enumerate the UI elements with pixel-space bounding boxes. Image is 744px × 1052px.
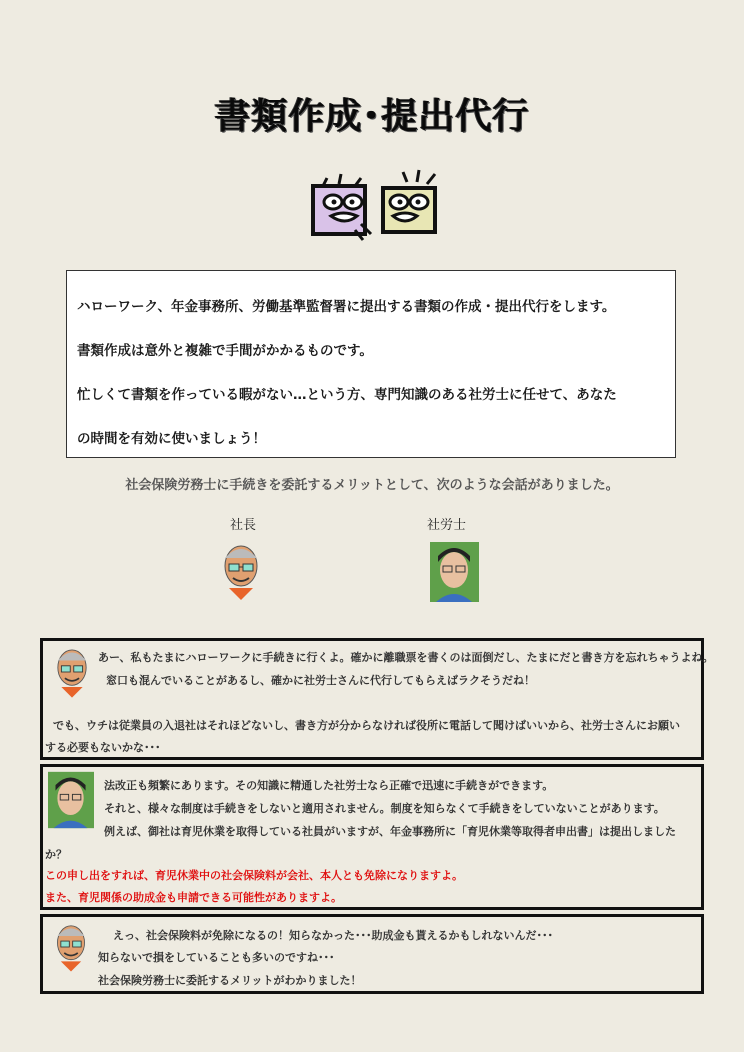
intro-line: ハローワーク、年金事務所、労働基準監督署に提出する書類の作成・提出代行をします。 xyxy=(77,299,616,315)
dialogue-line: あー、私もたまにハローワークに手続きに行くよ。確かに離職票を書くのは面倒だし、たまにだと書き方を忘れちゃうよね。 xyxy=(98,651,714,664)
intro-line: 忙しくて書類を作っている暇がない…という方、専門知識のある社労士に任せて、あなた xyxy=(77,387,617,403)
dialogue-line: それと、様々な制度は手続きをしないと適用されません。制度を知らなくて手続きをしていないことがあります。 xyxy=(104,802,665,815)
intro-box xyxy=(66,270,676,458)
conversation-illustration xyxy=(305,164,445,242)
role-label-consultant: 社労士 xyxy=(427,518,467,533)
dialogue-highlight-line: この申し出をすれば、育児休業中の社会保険料が会社、本人とも免除になりますよ。 xyxy=(45,869,463,882)
talking-face-icon xyxy=(383,170,435,232)
angry-face-icon xyxy=(313,174,371,240)
dialogue-line: する必要もないかな･･･ xyxy=(45,741,161,754)
president-avatar xyxy=(215,540,267,602)
dialogue-line: 法改正も頻繁にあります。その知識に精通した社労士なら正確で迅速に手続きができます。 xyxy=(104,779,554,792)
page-title: 書類作成･提出代行 xyxy=(214,96,530,137)
consultant-avatar xyxy=(430,542,479,602)
president-avatar xyxy=(49,919,93,975)
dialogue-line: えっ、社会保険料が免除になるの！知らなかった･･･助成金も貰えるかもしれないんだ･･･ xyxy=(113,929,553,942)
dialogue-line: 窓口も混んでいることがあるし、確かに社労士さんに代行してもらえばラクそうだね！ xyxy=(106,674,535,687)
intro-line: 書類作成は意外と複雑で手間がかかるものです。 xyxy=(77,343,373,359)
dialogue-highlight-line: また、育児関係の助成金も申請できる可能性がありますよ。 xyxy=(45,891,342,904)
president-avatar xyxy=(49,643,95,701)
conversation-president-1 xyxy=(40,638,714,760)
role-label-president: 社長 xyxy=(230,518,257,533)
consultant-avatar xyxy=(48,770,94,830)
dialogue-line: 知らないで損をしていることも多いのですね･･･ xyxy=(98,951,335,964)
dialogue-line: 社会保険労務士に委託するメリットがわかりました！ xyxy=(98,974,362,987)
conversation-consultant xyxy=(40,764,704,910)
conversation-president-2 xyxy=(40,914,704,994)
intro-line: の時間を有効に使いましょう！ xyxy=(77,431,266,447)
dialogue-line: 例えば、御社は育児休業を取得している社員がいますが、年金事務所に「育児休業等取得者申出書」は提出しました xyxy=(104,825,676,838)
lead-text: 社会保険労務士に手続きを委託するメリットとして、次のような会話がありました。 xyxy=(125,478,619,493)
dialogue-line: か？ xyxy=(45,848,67,861)
dialogue-line: でも、ウチは従業員の入退社はそれほどないし、書き方が分からなければ役所に電話して聞けばいいから、社労士さんにお願い xyxy=(53,719,680,732)
